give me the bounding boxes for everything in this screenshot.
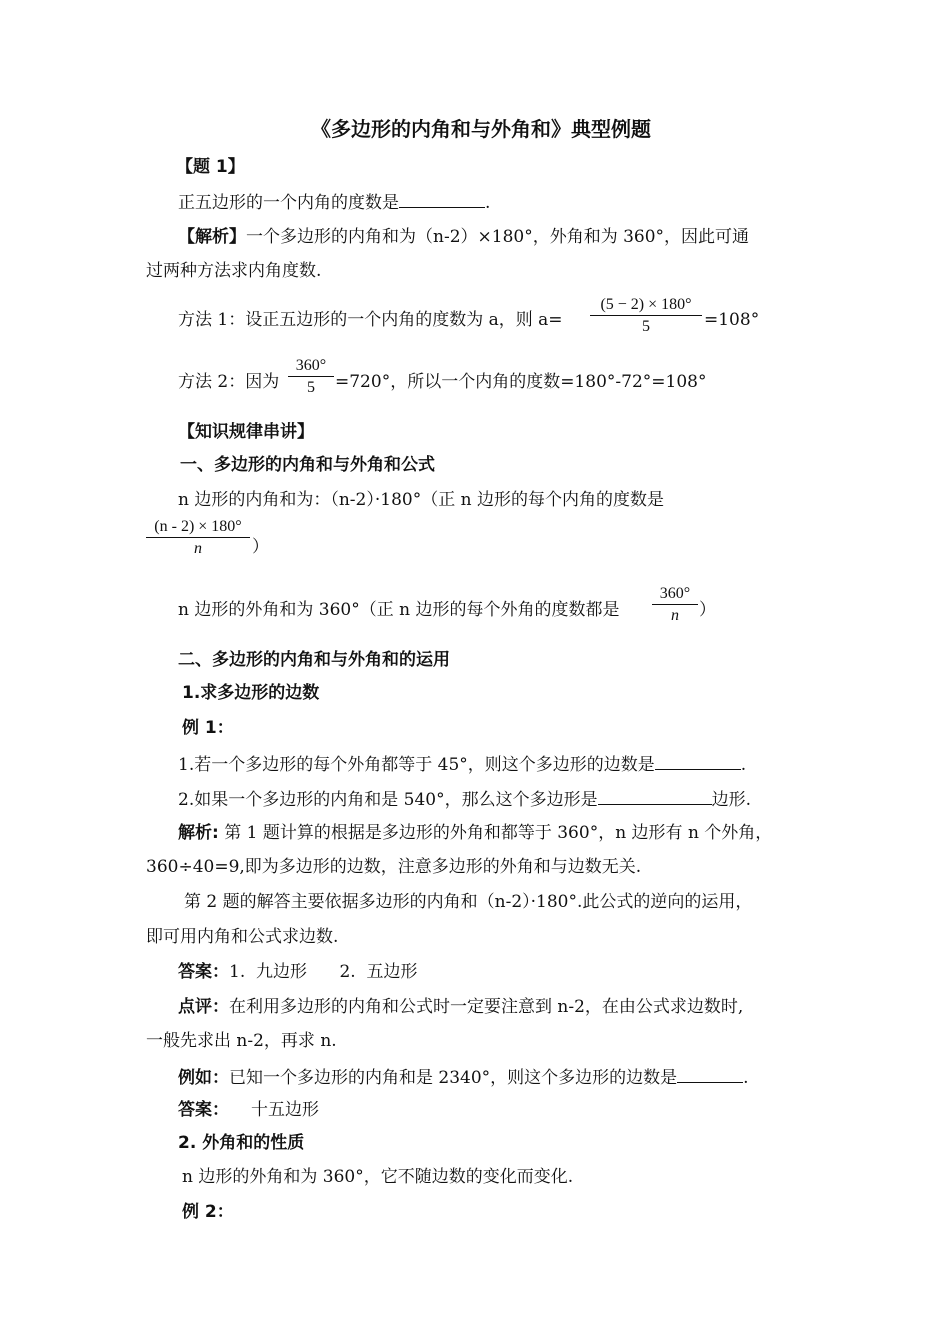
q1-heading: 【题 1】: [176, 157, 245, 177]
section2-heading: 二、多边形的内角和与外角和的运用: [178, 650, 450, 670]
sub1-heading: 1.求多边形的边数: [182, 683, 320, 703]
section1-heading: 一、多边形的内角和与外角和公式: [180, 455, 435, 475]
ex1-label: 例 1：: [182, 718, 234, 738]
exterior-close: ）: [699, 600, 716, 620]
knowledge-heading: 【知识规律串讲】: [178, 422, 314, 442]
ex1-q1-end: .: [740, 755, 747, 775]
comment-label: 点评：: [178, 997, 229, 1017]
fraction-numerator: (n - 2) × 180°: [154, 518, 242, 535]
q1-question-end: .: [485, 193, 491, 213]
exterior-formula-line: n 边形的外角和为 360°（正 n 边形的每个外角的度数都是: [178, 600, 620, 620]
method2-prefix: 方法 2：因为: [178, 372, 280, 392]
fraction-numerator: 360°: [659, 585, 691, 602]
fraction-denominator: n: [671, 607, 679, 624]
method1-fraction: [590, 295, 702, 338]
example-line: [178, 1064, 749, 1090]
sub2-text: n 边形的外角和为 360°，它不随边数的变化而变化.: [182, 1167, 574, 1187]
example-end: .: [743, 1068, 749, 1088]
answer-label: 答案：: [178, 1100, 229, 1120]
fraction-denominator: 5: [307, 379, 315, 396]
answer-blank[interactable]: [655, 751, 741, 770]
ex1-analysis-line3: 第 2 题的解答主要依据多边形的内角和（n-2）·180°.此公式的逆向的运用，: [184, 892, 753, 912]
fraction-denominator: n: [194, 540, 202, 557]
sub2-heading: 2. 外角和的性质: [178, 1133, 305, 1153]
fraction-numerator: 360°: [295, 357, 327, 374]
q1-question-text: 正五边形的一个内角的度数是: [178, 193, 399, 213]
document-title: 《多边形的内角和与外角和》典型例题: [311, 117, 651, 141]
ex1-analysis-line4: 即可用内角和公式求边数.: [146, 927, 339, 947]
comment-line1: [178, 995, 743, 1019]
example-text: 已知一个多边形的内角和是 2340°，则这个多边形的边数是: [229, 1068, 678, 1088]
analysis-label: 【解析】: [178, 227, 246, 247]
analysis-label: 解析:: [178, 823, 219, 843]
ex2-label: 例 2：: [182, 1202, 234, 1222]
ex1-q1-text: 1.若一个多边形的每个外角都等于 45°，则这个多边形的边数是: [178, 755, 655, 775]
answer-label: 答案：: [178, 962, 229, 982]
analysis-text: 第 1 题计算的根据是多边形的外角和都等于 360°，n 边形有 n 个外角，: [218, 823, 773, 843]
ex1-q2-text: 2.如果一个多边形的内角和是 540°，那么这个多边形是: [178, 790, 598, 810]
comment-text: 在利用多边形的内角和公式时一定要注意到 n-2，在由公式求边数时,: [229, 997, 744, 1017]
method1-prefix: 方法 1：设正五边形的一个内角的度数为 a，则 a=: [178, 310, 563, 330]
ex1-question2: [178, 786, 751, 812]
answer-text: 十五边形: [251, 1100, 319, 1120]
fraction-numerator: (5 − 2) × 180°: [600, 296, 692, 313]
ex1-analysis-line2: 360÷40=9,即为多边形的边数，注意多边形的外角和与边数无关.: [146, 857, 642, 877]
analysis-text: 一个多边形的内角和为（n-2）×180°，外角和为 360°，因此可通: [246, 227, 750, 247]
q1-analysis-line2: 过两种方法求内角度数.: [146, 261, 322, 281]
comment-line2: 一般先求出 n-2，再求 n.: [146, 1031, 337, 1051]
ex1-analysis-line1: [178, 821, 772, 845]
example-answer: [178, 1098, 319, 1122]
q1-analysis-line1: [178, 225, 749, 249]
ex1-q2-end: 边形.: [711, 790, 751, 810]
interior-fraction: [146, 517, 250, 560]
answer-text: 1. 九边形 2. 五边形: [229, 962, 418, 982]
ex1-answer: [178, 960, 417, 984]
interior-formula-line: n 边形的内角和为：（n-2）·180°（正 n 边形的每个内角的度数是: [178, 490, 664, 510]
interior-close: ）: [252, 537, 269, 557]
answer-blank[interactable]: [598, 786, 712, 805]
method2-fraction: [288, 356, 334, 399]
exterior-fraction: [652, 584, 698, 627]
answer-blank[interactable]: [677, 1064, 743, 1083]
example-label: 例如：: [178, 1068, 229, 1088]
answer-blank[interactable]: [399, 189, 485, 208]
q1-question: [178, 189, 490, 215]
ex1-question1: [178, 751, 746, 777]
method1-suffix: =108°: [704, 310, 760, 330]
method2-suffix: =720°，所以一个内角的度数=180°-72°=108°: [335, 372, 707, 392]
fraction-denominator: 5: [642, 318, 650, 335]
